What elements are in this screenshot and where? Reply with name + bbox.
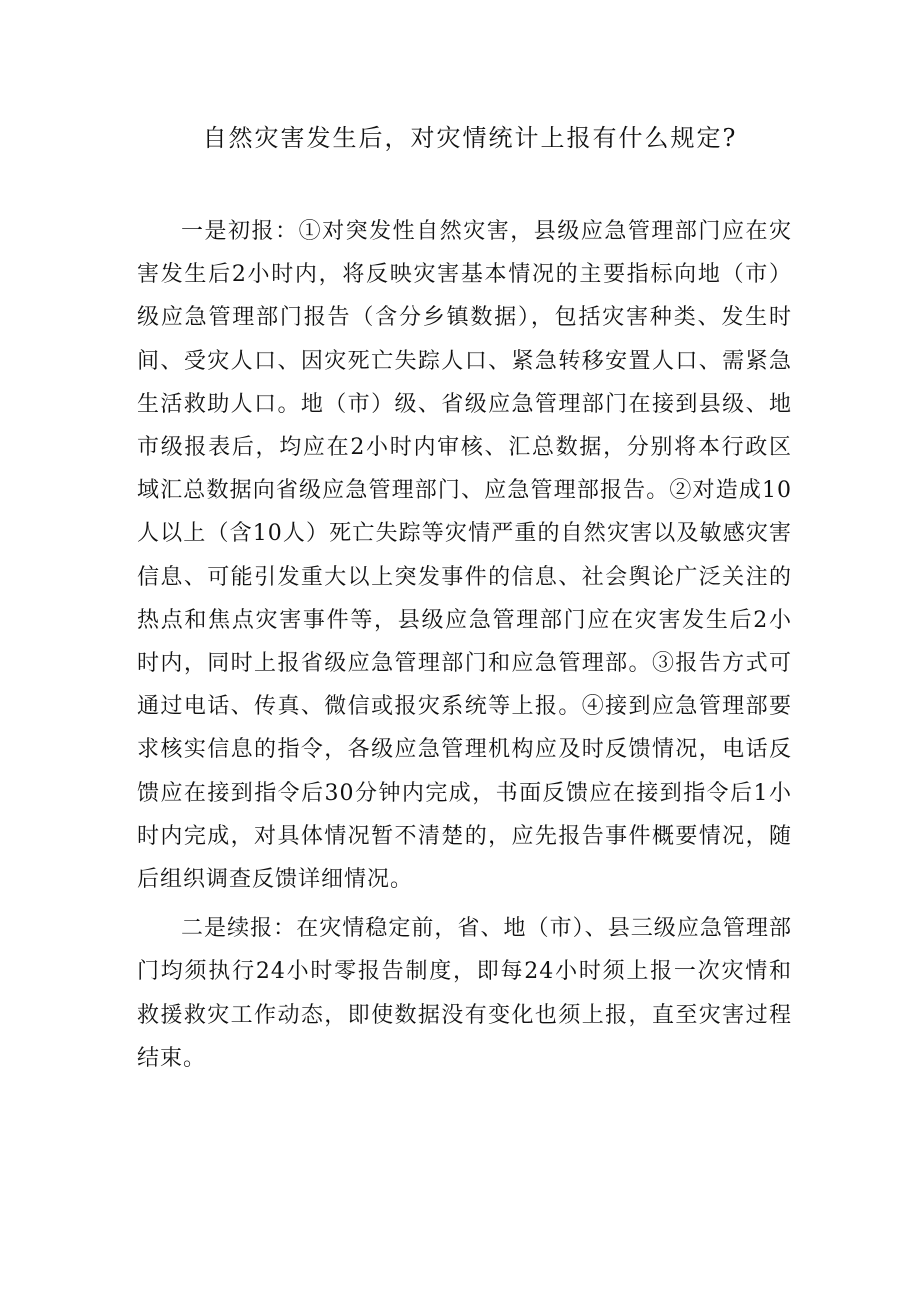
- paragraph-follow-up-report: 二是续报：在灾情稳定前，省、地（市）、县三级应急管理部门均须执行24小时零报告制度，即每24小时须上报一次灾情和救援救灾工作动态，即使数据没有变化也须上报，直至灾害过程结束。: [137, 916, 792, 1071]
- document-title: 自然灾害发生后，对灾情统计上报有什么规定?: [202, 124, 738, 152]
- paragraph-initial-report: 一是初报：①对突发性自然灾害，县级应急管理部门应在灾害发生后2小时内，将反映灾害基本情况的主要指标向地（市）级应急管理部门报告（含分乡镇数据），包括灾害种类、发生时间、受灾人口、因灾死亡失踪人口、紧急转移安置人口、需紧急生活救助人口。地（市）级、省级应急管理部门在接到县级、地市级报表后，均应在2小时内审核、汇总数据，分别将本行政区域汇总数据向省级应急管理部门、应急管理部报告。②对造成10人以上（含10人）死亡失踪等灾情严重的自然灾害以及敏感灾害信息、可能引发重大以上突发事件的信息、社会舆论广泛关注的热点和焦点灾害事件等，县级应急管理部门应在灾害发生后2小时内，同时上报省级应急管理部门和应急管理部。③报告方式可通过电话、传真、微信或报灾系统等上报。④接到应急管理部要求核实信息的指令，各级应急管理机构应及时反馈情况，电话反馈应在接到指令后30分钟内完成，书面反馈应在接到指令后1小时内完成，对具体情况暂不清楚的，应先报告事件概要情况，随后组织调查反馈详细情况。: [137, 219, 792, 893]
- document-body: [137, 210, 792, 1080]
